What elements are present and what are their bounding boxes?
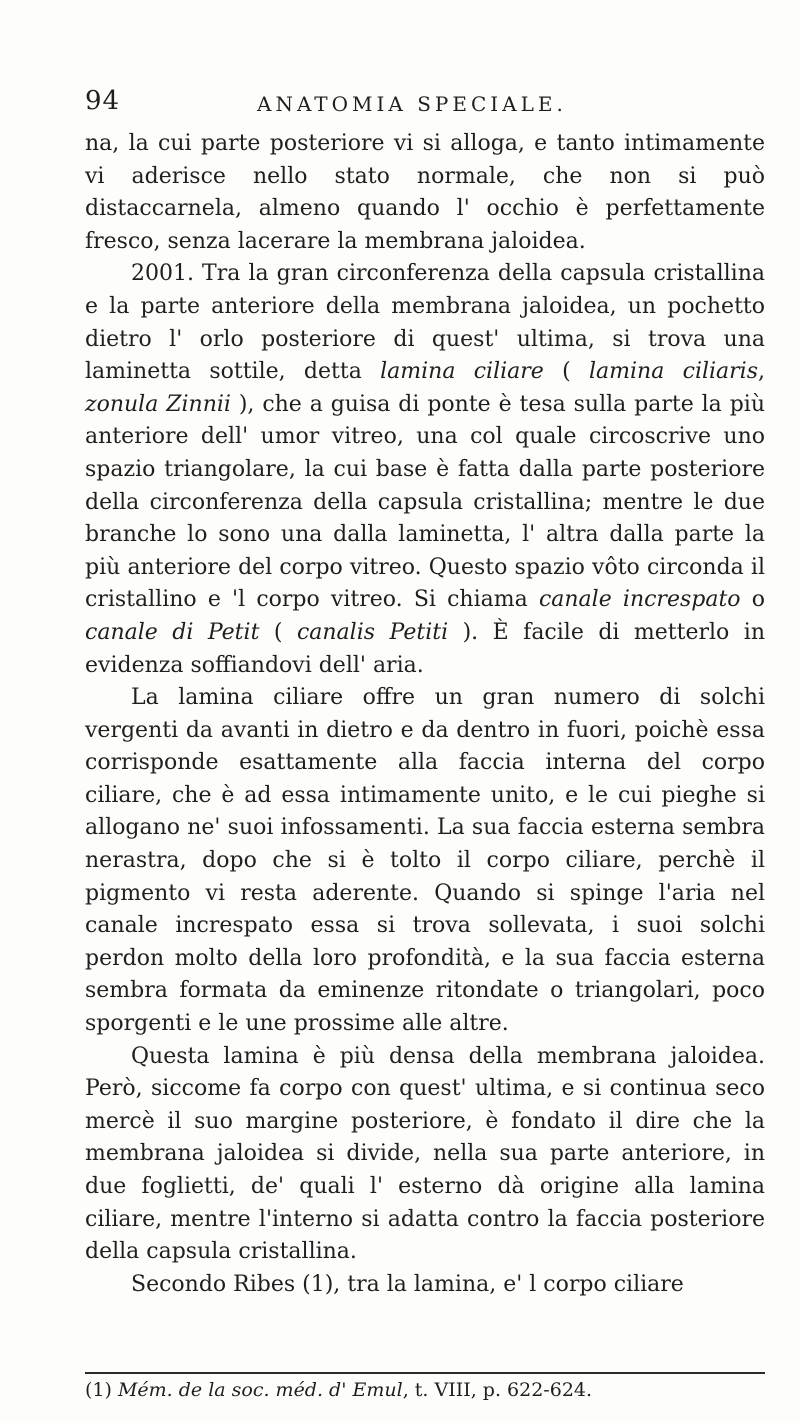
text-run: o [740, 587, 765, 613]
footnote-source-title: Mém. de la soc. méd. d' Emul [117, 1379, 403, 1401]
paragraph-continuation: na, la cui parte posteriore vi si alloga, e tanto intimamente vi aderisce nello stato normale, che non si può distaccarnela, almeno quando l' occhio è perfettamente fresco, senza lacerare la membrana jaloidea. [85, 131, 765, 254]
body-text [85, 128, 765, 1301]
italic-term: lamina ciliaris [589, 359, 759, 385]
text-run: ( [259, 619, 297, 645]
paragraph-ribes: Secondo Ribes (1), tra la lamina, e' l corpo ciliare [131, 1271, 684, 1297]
text-run: ), che a guisa di ponte è tesa sulla parte la più anteriore dell' umor vitreo, una col quale circoscrive uno spazio triangolare, la cui base è fatta dalla parte posteriore della circonferenza della capsula cristallina; mentre le due branche lo sono una dalla laminetta, l' altra dalla parte la più anteriore del corpo vitreo. Questo spazio vôto circonda il cristallino e 'l corpo vitreo. Si chiama [85, 391, 765, 613]
italic-term: canalis Petiti [296, 619, 449, 645]
italic-term: canale increspato [538, 587, 741, 613]
page-number: 94 [85, 86, 121, 116]
text-run: ). È facile di metterlo in evidenza soffiandovi dell' aria. [85, 619, 765, 678]
paragraph-2001 [85, 258, 765, 682]
page-header [85, 86, 765, 126]
footnote-divider [85, 1372, 765, 1374]
text-run: , [758, 359, 766, 385]
italic-term: canale di Petit [85, 619, 260, 645]
text-run: ( [543, 359, 589, 385]
footnote-reference: , t. VIII, p. 622-624. [402, 1379, 593, 1401]
italic-term: zonula Zinnii [85, 391, 231, 417]
footnote [85, 1378, 765, 1402]
italic-term: lamina ciliare [380, 359, 544, 385]
footnote-marker: (1) [85, 1379, 118, 1401]
text-run: 2001. Tra la gran circonferenza della capsula cristallina e la parte anteriore della membrana jaloidea, un pochetto dietro l' orlo posteriore di quest' ultima, si trova una laminetta sottile, detta [85, 261, 765, 385]
running-head: ANATOMIA SPECIALE. [257, 92, 567, 116]
paragraph-lamina-ciliare: La lamina ciliare offre un gran numero di solchi vergenti da avanti in dietro e da dentro in fuori, poichè essa corrisponde esattamente alla faccia interna del corpo ciliare, che è ad essa intimamente unito, e le cui pieghe si allogano ne' suoi infossamenti. La sua faccia esterna sembra nerastra, dopo che si è tolto il corpo ciliare, perchè il pigmento vi resta aderente. Quando si spinge l'aria nel canale increspato essa si trova sollevata, i suoi solchi perdon molto della loro profondità, e la sua faccia esterna sembra formata da eminenze ritondate o triangolari, poco sporgenti e le une prossime alle altre. [85, 685, 765, 1037]
paragraph-densita: Questa lamina è più densa della membrana jaloidea. Però, siccome fa corpo con quest' ultima, e si continua seco mercè il suo margine posteriore, è fondato il dire che la membrana jaloidea si divide, nella sua parte anteriore, in due foglietti, de' quali l' esterno dà origine alla lamina ciliare, mentre l'interno si adatta contro la faccia posteriore della capsula cristallina. [85, 1043, 765, 1265]
